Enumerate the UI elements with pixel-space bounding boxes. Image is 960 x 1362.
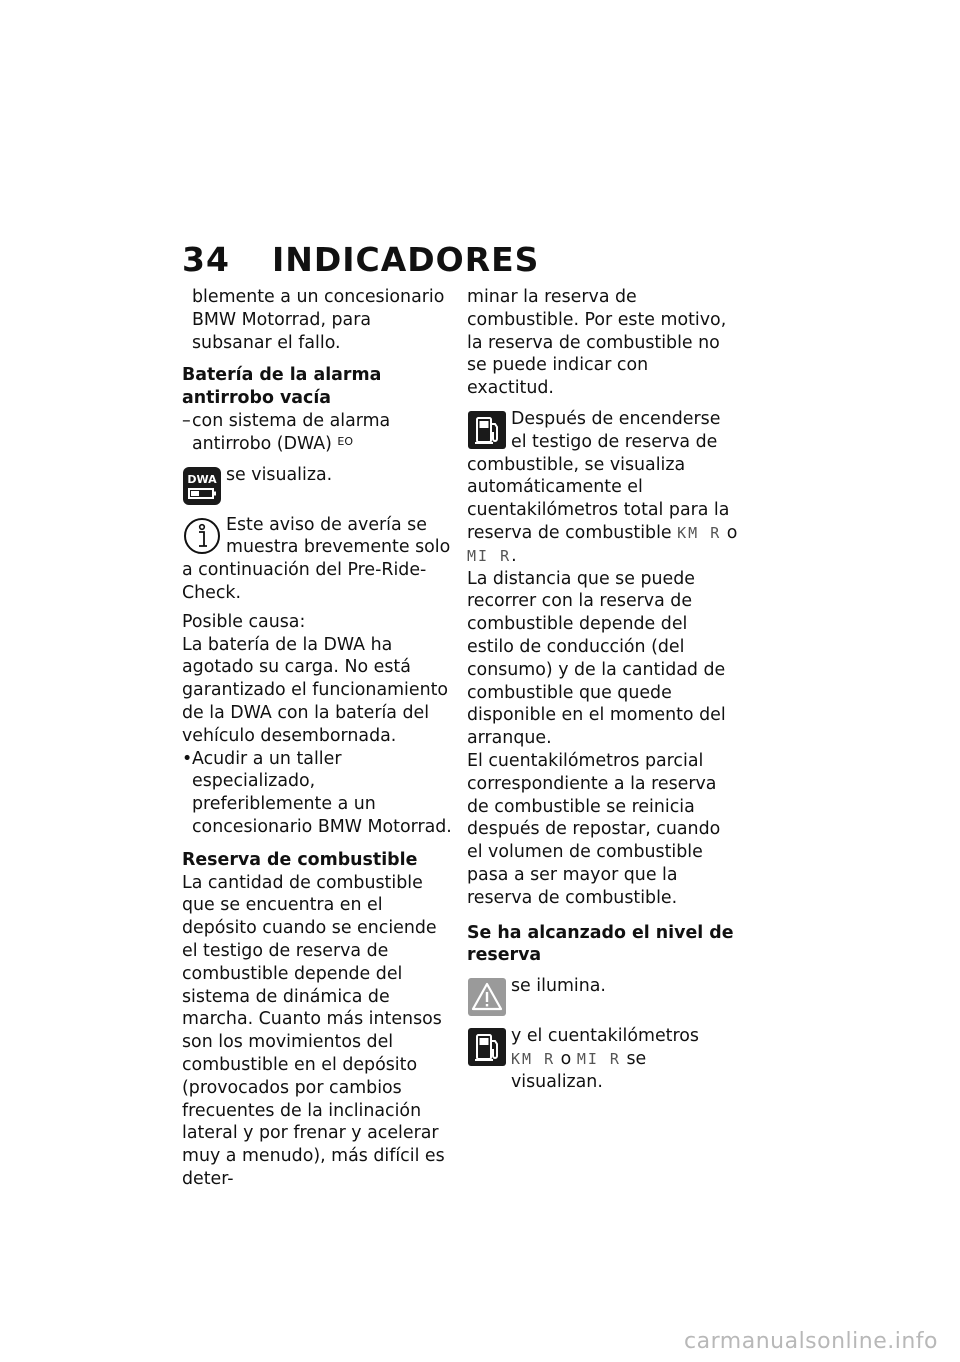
trip-text: El cuentakilómetros parcial correspondiente a la reserva de combustible se reinicia después de repostar, cuando el volumen de combustible pasa a ser mayor que la reserva de combustible.	[467, 750, 721, 908]
reserve-heading: Reserva de combustible	[182, 849, 418, 870]
fuel-pump-icon	[467, 410, 507, 450]
or-word: o	[726, 522, 738, 543]
left-column	[182, 286, 454, 1191]
battery-condition	[182, 410, 454, 456]
km-r-label: KM R	[511, 1049, 556, 1068]
fuel-text	[467, 409, 737, 566]
bullet-marker: •	[182, 748, 193, 769]
battery-condition-sup: EO	[337, 434, 354, 448]
info-icon	[182, 516, 222, 556]
and-trip: y el cuentakilómetros	[511, 1026, 699, 1047]
action-item	[182, 748, 454, 839]
distance-text: La distancia que se puede recorrer con la reserva de combustible depende del estilo de conducción (del consumo) y de la cantidad de combustible que quede disponible en el momento del arranque.	[467, 568, 726, 749]
fuel-row-2	[467, 1025, 739, 1093]
info-text: Este aviso de avería se muestra brevemente solo a continuación del Pre-Ride-Check.	[182, 514, 451, 603]
level-heading: Se ha alcanzado el nivel de reserva	[467, 922, 734, 966]
dwa-battery-icon	[182, 466, 222, 506]
reserve-text: La cantidad de combustible que se encuentra en el depósito cuando se enciende el testigo de reserva de combustible depende del sistema de dinámica de marcha. Cuanto más intensos son los movimientos del combustible en el depósito (provocados por cambios frecuentes de la inclinación lateral y por frenar y acelerar muy a menudo), más difícil es deter-	[182, 872, 445, 1189]
fuel-block	[467, 408, 739, 568]
intro-continuation: blemente a un concesionario BMW Motorrad, para subsanar el fallo.	[192, 287, 445, 353]
are-shown: se visualizan.	[511, 1048, 647, 1092]
dash-marker: –	[182, 410, 191, 431]
right-column	[467, 286, 739, 1094]
period: .	[511, 545, 517, 566]
warning-row	[467, 975, 739, 1017]
reserve-continuation: minar la reserva de combustible. Por este motivo, la reserva de combustible no se puede indicar con exactitud.	[467, 287, 727, 399]
dwa-icon-label: DWA	[187, 472, 217, 486]
lights-up: se ilumina.	[511, 976, 606, 997]
action-text: Acudir a un taller especializado, preferiblemente a un concesionario BMW Motorrad.	[192, 748, 452, 837]
page-header	[182, 240, 539, 279]
mi-r-label: MI R	[467, 546, 512, 565]
warning-triangle-icon	[467, 977, 507, 1017]
watermark: carmanualsonline.info	[684, 1329, 938, 1354]
km-r-label: KM R	[677, 523, 722, 542]
mi-r-label: MI R	[576, 1049, 621, 1068]
trip-shown-text	[511, 1025, 739, 1093]
page-title: INDICADORES	[271, 240, 540, 279]
fuel-text-a: Después de encenderse el testigo de reserva de combustible, se visualiza automáticamente el cuentakilómetros total para la reserva de combustible	[467, 408, 730, 543]
battery-shows: se visualiza.	[226, 464, 333, 485]
fuel-pump-icon	[467, 1027, 507, 1067]
cause-text: La batería de la DWA ha agotado su carga. No está garantizado el funcionamiento de la DWA con la batería del vehículo desembornada.	[182, 634, 449, 746]
or-word: o	[560, 1048, 572, 1069]
page-number: 34	[182, 240, 230, 279]
cause-label: Posible causa:	[182, 611, 306, 632]
info-block	[182, 514, 454, 605]
battery-condition-text: con sistema de alarma antirrobo (DWA)	[192, 410, 391, 454]
battery-heading: Batería de la alarma antirrobo vacía	[182, 365, 382, 409]
dwa-row	[182, 464, 454, 506]
